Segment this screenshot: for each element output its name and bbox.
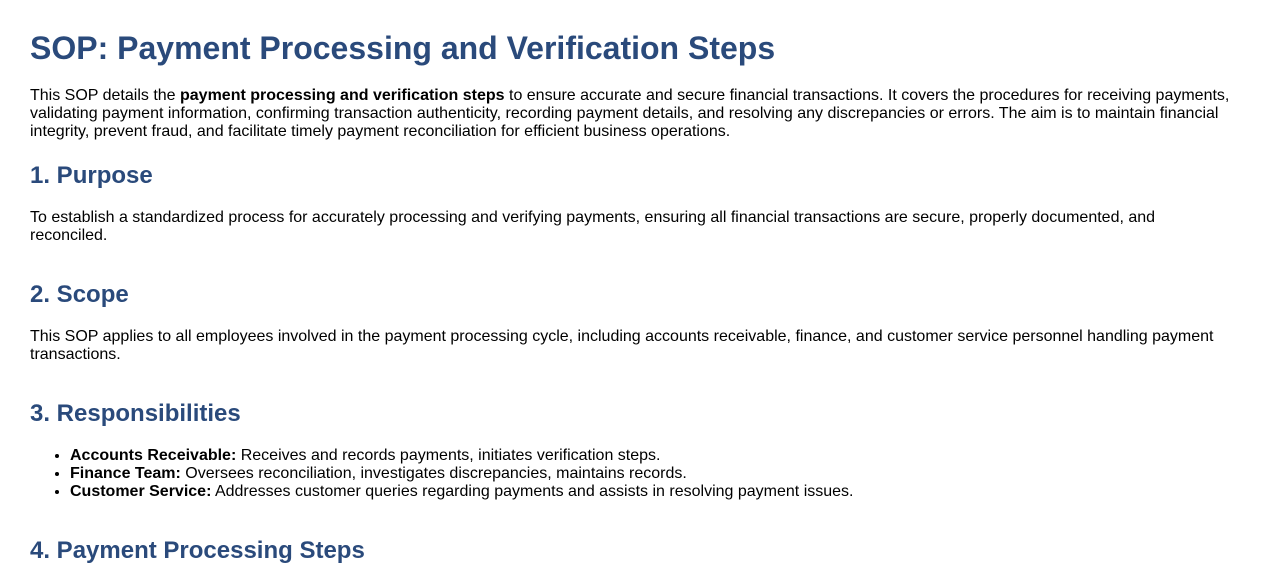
- intro-bold: payment processing and verification steps: [180, 87, 505, 104]
- scope-body: This SOP applies to all employees involved in the payment processing cycle, including accounts receivable, finance, and customer service personnel handling payment transactions.: [30, 328, 1214, 363]
- purpose-heading: 1. Purpose: [30, 162, 153, 189]
- list-item: [70, 465, 1235, 483]
- role-description: Oversees reconciliation, investigates discrepancies, maintains records.: [180, 465, 687, 482]
- role-label: Accounts Receivable:: [70, 447, 237, 464]
- responsibilities-heading: 3. Responsibilities: [30, 400, 241, 427]
- responsibilities-list: [30, 447, 1235, 501]
- role-label: Finance Team:: [70, 465, 181, 482]
- purpose-body: To establish a standardized process for accurately processing and verifying payments, ensuring all financial transactions are secure, properly documented, and reconciled.: [30, 209, 1156, 244]
- intro-paragraph: [30, 87, 1235, 141]
- scope-heading: 2. Scope: [30, 281, 129, 308]
- intro-suffix: to ensure accurate and secure financial transactions. It covers the procedures for receiving payments, validating payment information, confirming transaction authenticity, recording payment details, and resolving any discrepancies or errors. The aim is to maintain financial integrity, prevent fraud, and facilitate timely payment reconciliation for efficient business operations.: [30, 87, 1230, 140]
- list-item: [70, 447, 1235, 465]
- role-description: Receives and records payments, initiates verification steps.: [236, 447, 661, 464]
- page-title: SOP: Payment Processing and Verification Steps: [30, 30, 776, 66]
- role-label: Customer Service:: [70, 483, 212, 500]
- role-description: Addresses customer queries regarding payments and assists in resolving payment issues.: [211, 483, 854, 500]
- intro-prefix: This SOP details the: [30, 87, 180, 104]
- list-item: [70, 483, 1235, 501]
- steps-heading: 4. Payment Processing Steps: [30, 537, 365, 564]
